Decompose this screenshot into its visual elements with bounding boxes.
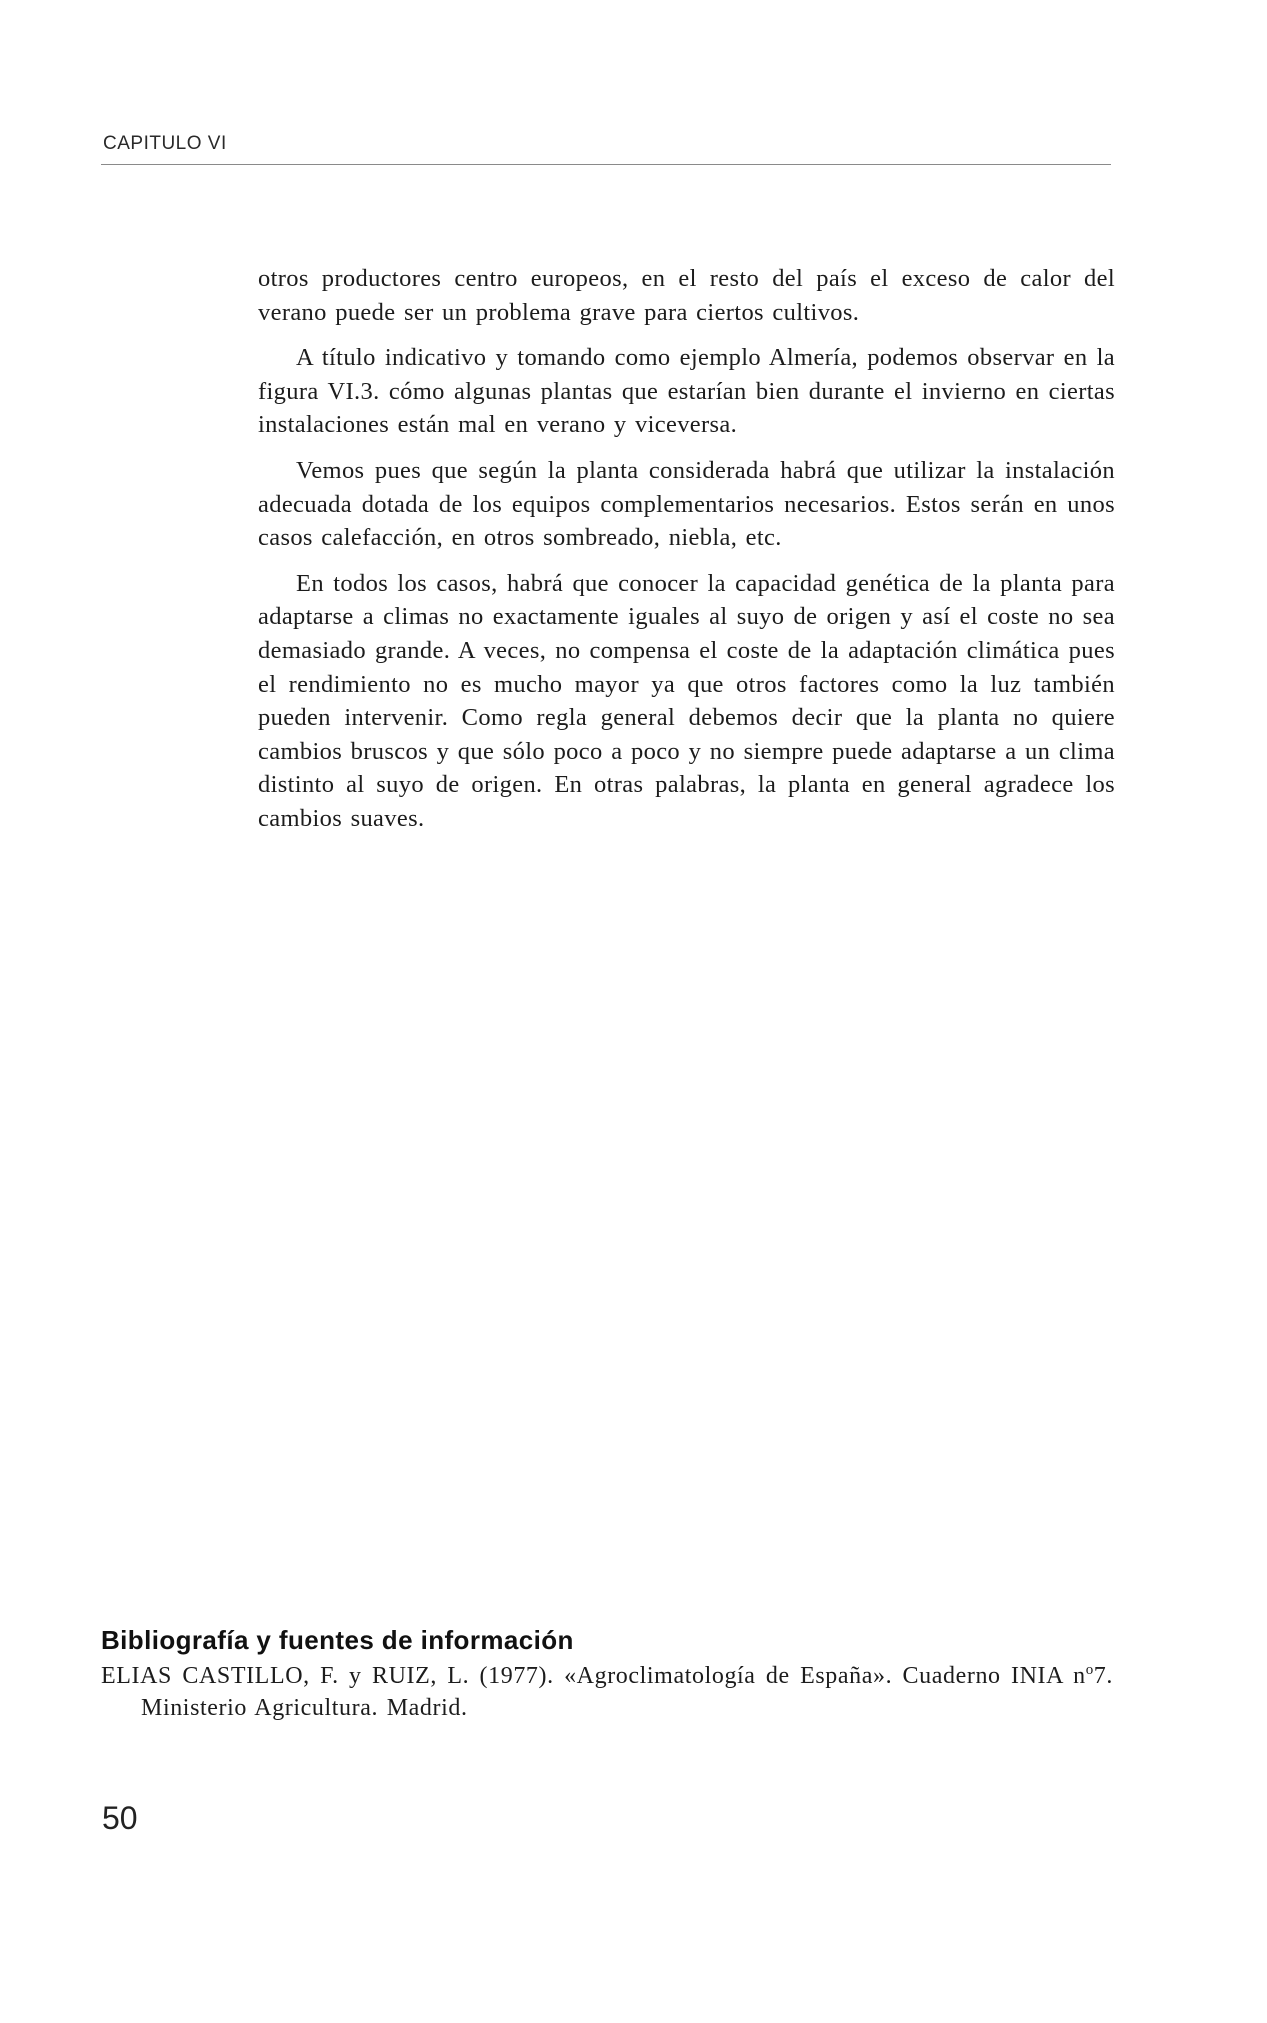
paragraph-2: A título indicativo y tomando como ejemplo Almería, podemos observar en la figura VI.3. cómo algunas plantas que estarían bien durante el invierno en ciertas instalaciones están mal en verano y viceversa. xyxy=(258,344,1115,439)
paragraph-4: En todos los casos, habrá que conocer la capacidad genética de la planta para adaptarse a climas no exactamente iguales al suyo de origen y así el coste no sea demasiado grande. A veces, no compensa el coste de la adaptación climática pues el rendimiento no es mucho mayor ya que otros factores como la luz también pueden intervenir. Como regla general debemos decir que la planta no quiere cambios bruscos y que sólo poco a poco y no siempre puede adaptarse a un clima distinto al suyo de origen. En otras palabras, la planta en general agradece los cambios suaves. xyxy=(258,569,1115,832)
paragraph-3: Vemos pues que según la planta considerada habrá que utilizar la instalación adecuada dotada de los equipos complementarios necesarios. Estos serán en unos casos calefacción, en otros sombreado, niebla, etc. xyxy=(258,456,1115,552)
bibliography-entry-superscript: o xyxy=(1085,1662,1094,1678)
running-head: CAPITULO VI xyxy=(103,133,227,154)
bibliography-entry-text: ELIAS CASTILLO, F. y RUIZ, L. (1977). «Agroclimatología de España». Cuaderno INIA n xyxy=(101,1663,1086,1689)
paragraph-1: otros productores centro europeos, en el resto del país el exceso de calor del verano puede ser un problema grave para ciertos cultivos. xyxy=(258,265,1115,326)
bibliography-entry-text-end: 7. Ministerio Agricultura. Madrid. xyxy=(141,1663,1113,1721)
page-number: 50 xyxy=(102,1800,138,1836)
bibliography-title: Bibliografía y fuentes de información xyxy=(101,1625,574,1655)
bibliography-entry xyxy=(101,1660,1113,1724)
bibliography-section xyxy=(101,1624,1113,1724)
header-rule xyxy=(101,164,1111,165)
body-text xyxy=(258,262,1115,848)
